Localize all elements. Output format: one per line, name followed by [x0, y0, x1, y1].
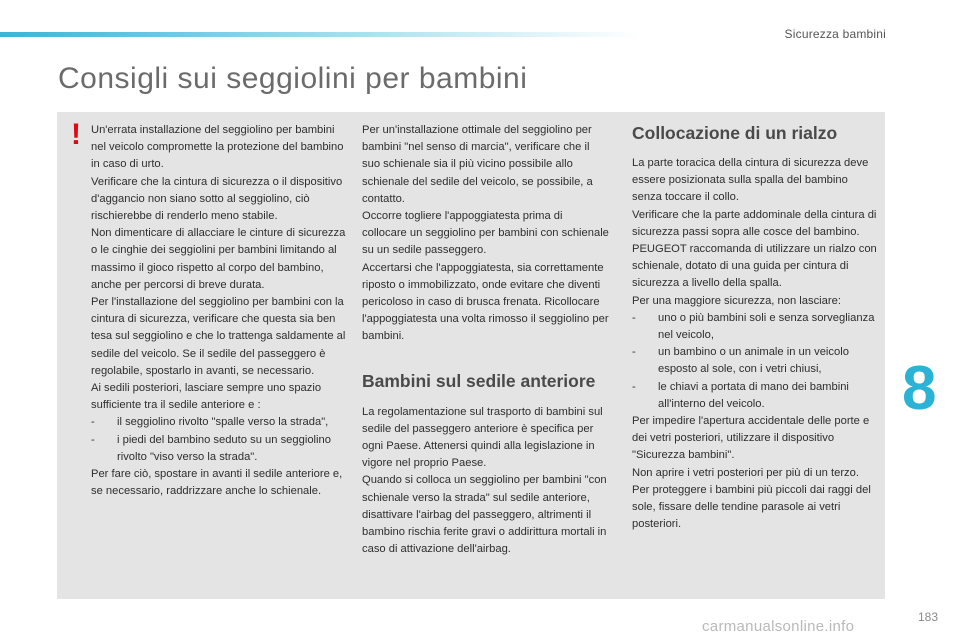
- middle-paragraph: Accertarsi che l'appoggiatesta, sia correttamente riposto o immobilizzato, onde evitare che diventi pericoloso in caso di brusca frenata. Ricollocare l'appoggiatesta una volta rimosso il seggiolino per bambini.: [362, 261, 609, 343]
- middle-paragraph: Occorre togliere l'appoggiatesta prima di collocare un seggiolino per bambini con schienale su un sedile passeggero.: [362, 210, 609, 257]
- warning-column: [91, 122, 347, 500]
- front-seat-paragraph: La regolamentazione sul trasporto di bambini sul sedile del passeggero anteriore è specifica per ogni Paese. Attenersi quindi alla legislazione in vigore nel proprio Paese.: [362, 405, 603, 470]
- front-seat-heading: Bambini sul sedile anteriore: [362, 370, 596, 391]
- list-item: - uno o più bambini soli e senza sorveglianza nel veicolo,: [632, 311, 875, 342]
- front-seat-paragraph: Quando si colloca un seggiolino per bambini "con schienale verso la strada" sul sedile anteriore, disattivare l'airbag del passeggero, altrimenti il bambino rischia ferite gravi o addirittura mortali in caso di attivazione dell'airbag.: [362, 474, 607, 556]
- booster-heading: Collocazione di un rialzo: [632, 123, 838, 143]
- booster-closing: Per proteggere i bambini più piccoli dai raggi del sole, fissare delle tendine parasole ai vetri posteriori.: [632, 483, 871, 531]
- list-item: - i piedi del bambino seduto su un seggiolino rivolto "viso verso la strada".: [91, 433, 331, 463]
- list-item: - un bambino o un animale in un veicolo esposto al sole, con i vetri chiusi,: [632, 346, 849, 376]
- warning-paragraph: Non dimenticare di allacciare le cinture di sicurezza o le cinghie dei seggiolini per bambini limitando al massimo il gioco rispetto al corpo del bambino, anche per percorsi di breve durata.: [91, 227, 346, 291]
- list-item: - il seggiolino rivolto "spalle verso la strada",: [91, 416, 329, 429]
- section-label: Sicurezza bambini: [784, 27, 886, 41]
- booster-paragraph: Verificare che la parte addominale della cintura di sicurezza passi sopra alle cosce del bambino.: [632, 208, 877, 238]
- page-number: 183: [917, 610, 938, 624]
- header-accent-bar: [0, 32, 640, 37]
- warning-paragraph: Ai sedili posteriori, lasciare sempre uno spazio sufficiente tra il sedile anteriore e :: [91, 382, 322, 412]
- middle-paragraph: Per un'installazione ottimale del seggiolino per bambini "nel senso di marcia", verificare che il suo schienale sia il più vicino possibile allo schienale del sedile del veicolo, se possibile, a contatto.: [362, 124, 593, 205]
- warning-list: [91, 414, 347, 466]
- list-item-text: uno o più bambini soli e senza sorveglianza nel veicolo,: [658, 311, 875, 342]
- middle-column: [362, 122, 610, 558]
- page-title: Consigli sui seggiolini per bambini: [58, 62, 528, 95]
- watermark: carmanualsonline.info: [702, 618, 855, 635]
- warning-paragraph: Un'errata installazione del seggiolino per bambini nel veicolo compromette la protezione del bambino in caso di urto.: [91, 124, 344, 171]
- list-item-text: il seggiolino rivolto "spalle verso la strada",: [117, 416, 329, 429]
- list-item-text: le chiavi a portata di mano dei bambini all'interno del veicolo.: [658, 380, 849, 410]
- warning-paragraph: Verificare che la cintura di sicurezza o il dispositivo d'aggancio non siano sotto al seggiolino, ciò rischierebbe di renderlo meno stabile.: [91, 175, 343, 223]
- list-item-text: i piedi del bambino seduto su un seggiolino rivolto "viso verso la strada".: [117, 433, 331, 463]
- list-item: - le chiavi a portata di mano dei bambini all'interno del veicolo.: [632, 380, 849, 410]
- booster-paragraph: Per una maggiore sicurezza, non lasciare:: [632, 294, 841, 307]
- booster-paragraph: PEUGEOT raccomanda di utilizzare un rialzo con schienale, dotato di una guida per cintura di sicurezza a livello della spalla.: [632, 243, 877, 290]
- booster-paragraph: La parte toracica della cintura di sicurezza deve essere posizionata sulla spalla del bambino senza toccare il collo.: [632, 157, 869, 204]
- warning-paragraph: Per l'installazione del seggiolino per bambini con la cintura di sicurezza, verificare che questa sia ben tesa sul seggiolino e che lo trattenga saldamente al sedile del veicolo. Se il sedile del passeggero è regolabile, spostarlo in avanti, se necessario.: [91, 296, 346, 377]
- right-column: [632, 122, 880, 533]
- content-panel: [57, 112, 885, 599]
- exclamation-icon: !: [71, 118, 81, 151]
- warning-closing: Per fare ciò, spostare in avanti il sedile anteriore e, se necessario, raddrizzare anche lo schienale.: [91, 468, 343, 498]
- chapter-number: 8: [902, 354, 937, 423]
- booster-list: [632, 310, 880, 413]
- list-item-text: un bambino o un animale in un veicolo esposto al sole, con i vetri chiusi,: [658, 346, 849, 376]
- booster-closing: Non aprire i vetri posteriori per più di un terzo.: [632, 466, 859, 479]
- booster-closing: Per impedire l'apertura accidentale delle porte e dei vetri posteriori, utilizzare il dispositivo "Sicurezza bambini".: [632, 415, 870, 462]
